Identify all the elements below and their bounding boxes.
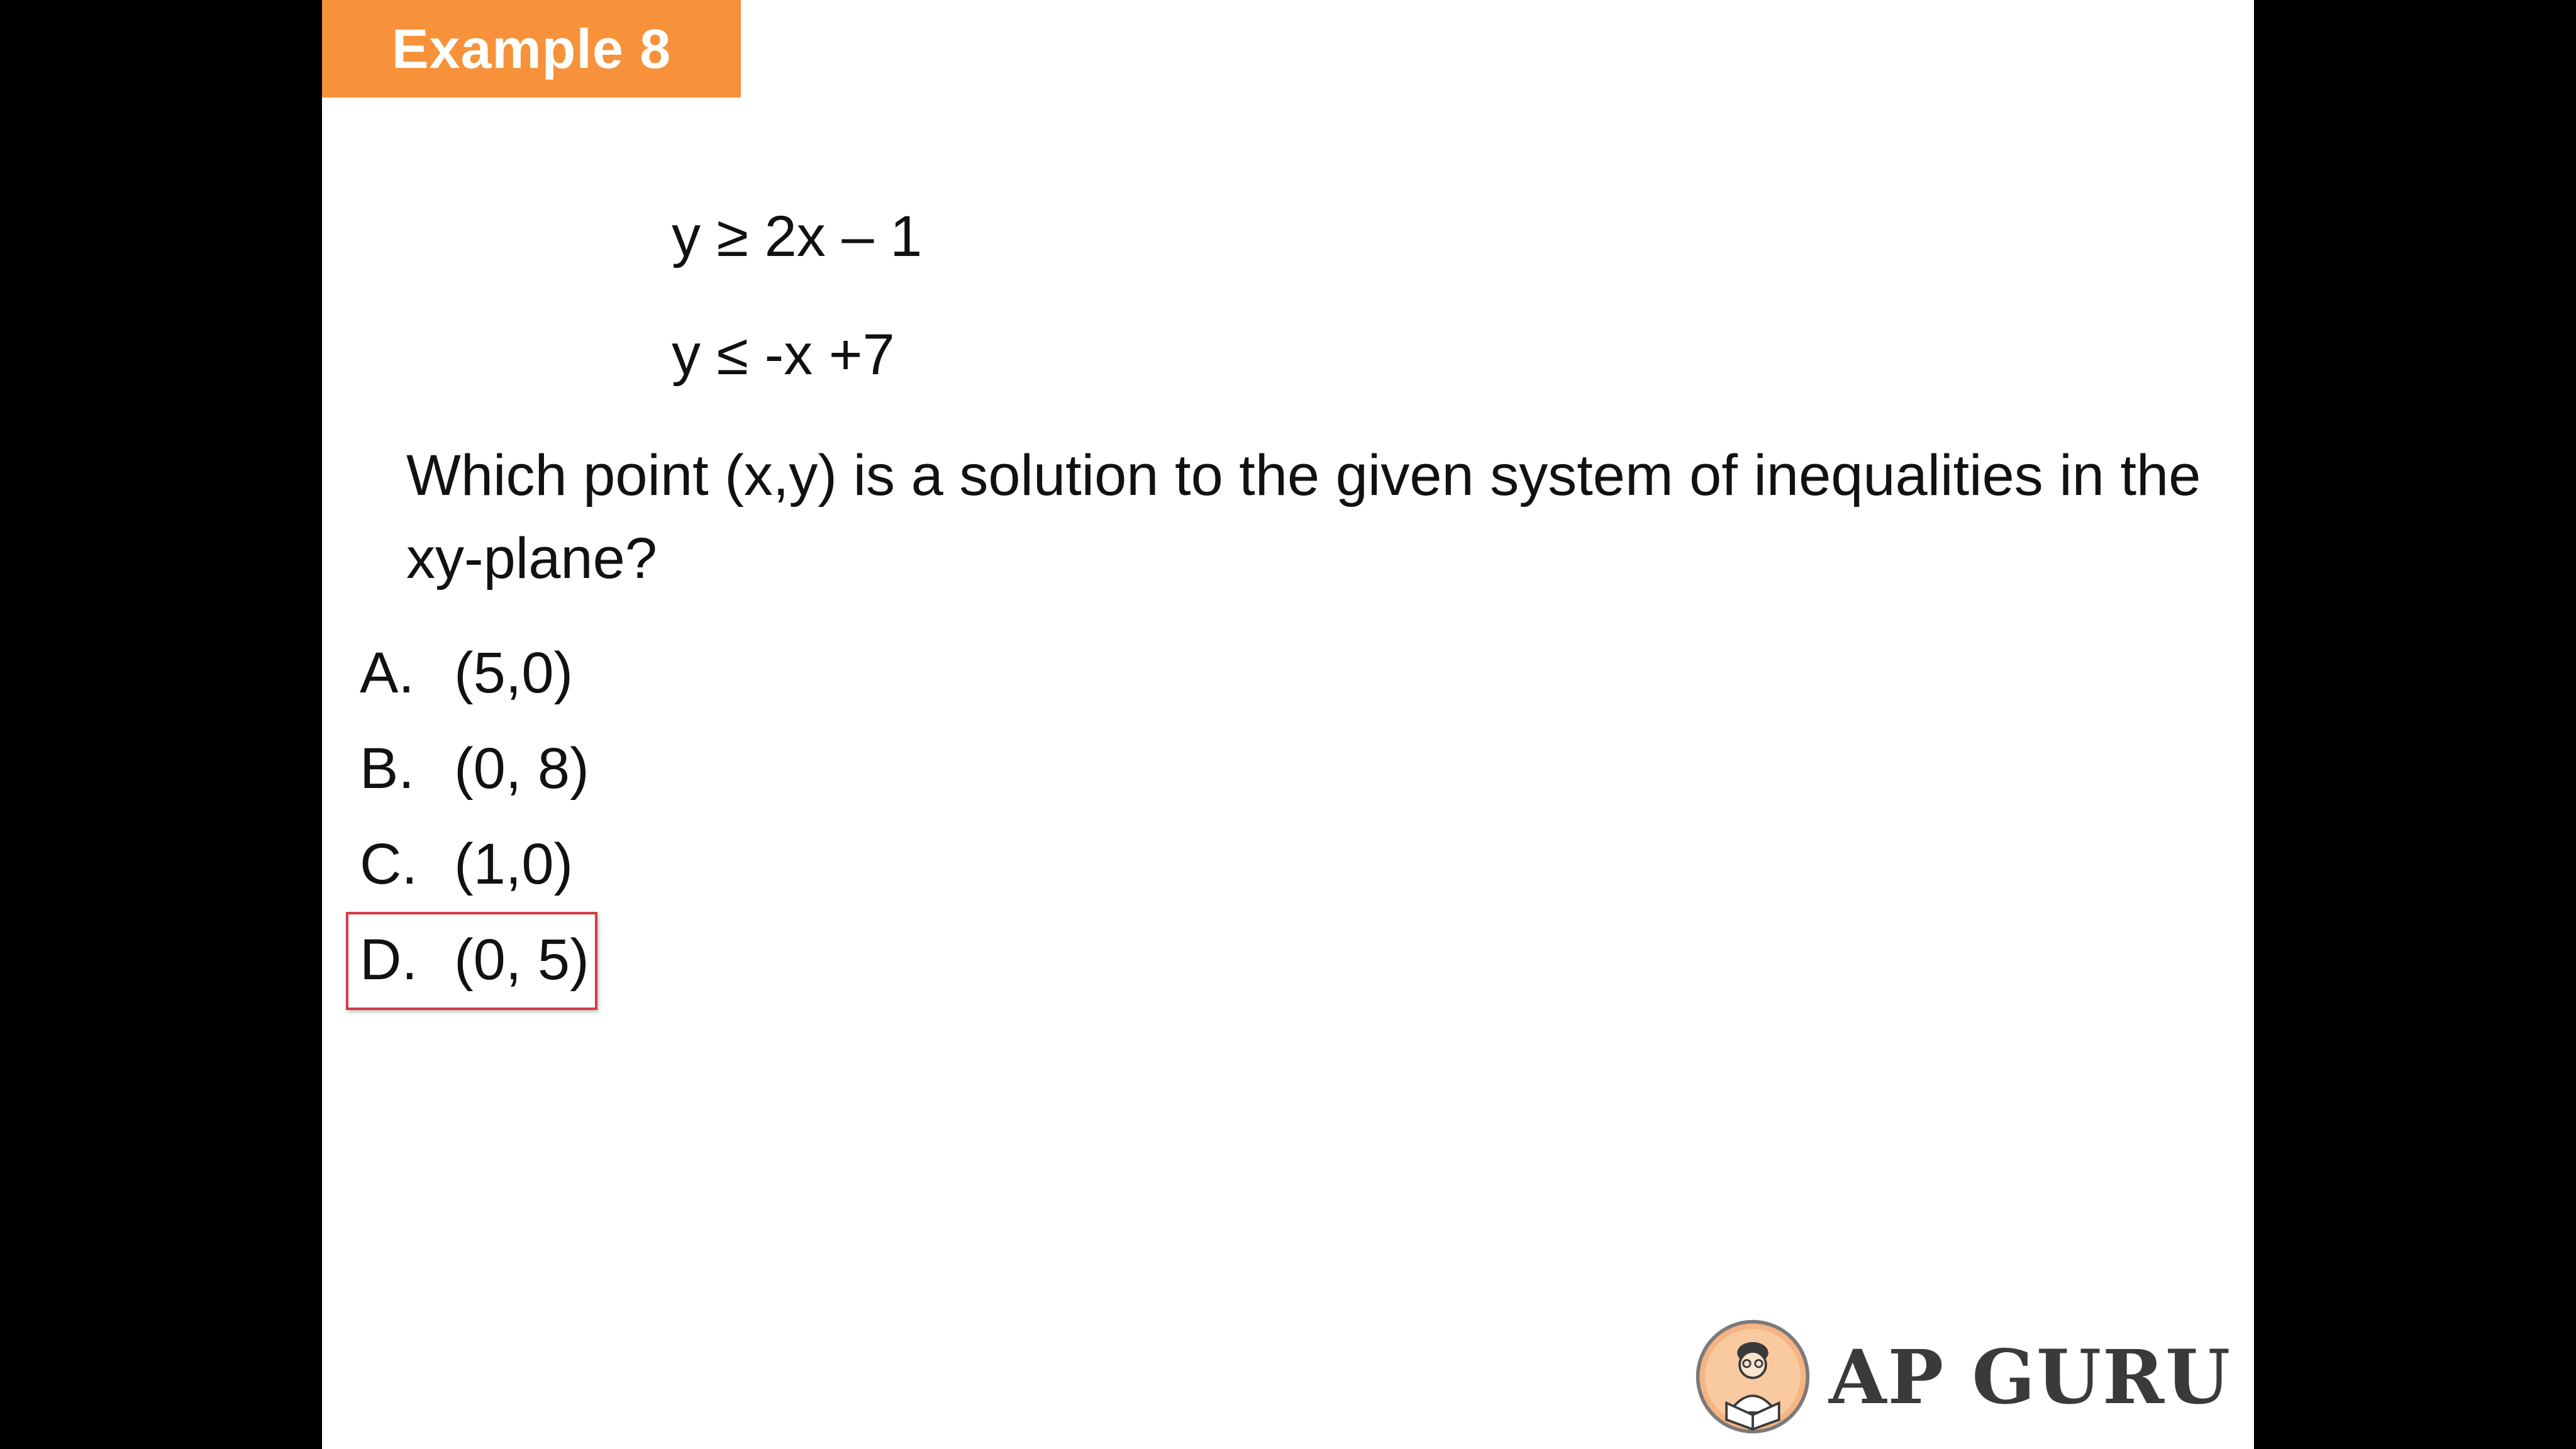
- option-value: (5,0): [454, 641, 574, 705]
- option-value: (0, 5): [454, 928, 589, 992]
- logo-text: AP GURU: [1828, 1333, 2231, 1421]
- inequality-1: y ≥ 2x – 1: [672, 204, 923, 269]
- option-value: (1,0): [454, 832, 574, 896]
- option-letter: B.: [360, 736, 414, 801]
- guru-reading-icon: [1693, 1317, 1813, 1436]
- correct-answer-highlight: [346, 912, 597, 1010]
- example-tag: Example 8: [322, 0, 741, 97]
- option-letter: A.: [360, 641, 414, 705]
- slide: [322, 0, 2254, 1449]
- ap-guru-logo: [1693, 1311, 2231, 1443]
- option-value: (0, 8): [454, 736, 589, 801]
- question-text: Which point (x,y) is a solution to the given system of inequalities in the xy-plane?: [406, 443, 2201, 591]
- option-c: [360, 826, 589, 922]
- option-letter: C.: [360, 832, 418, 896]
- option-letter: D.: [360, 928, 418, 992]
- option-a: [360, 635, 589, 731]
- option-b: [360, 731, 589, 826]
- inequality-2: y ≤ -x +7: [672, 323, 895, 387]
